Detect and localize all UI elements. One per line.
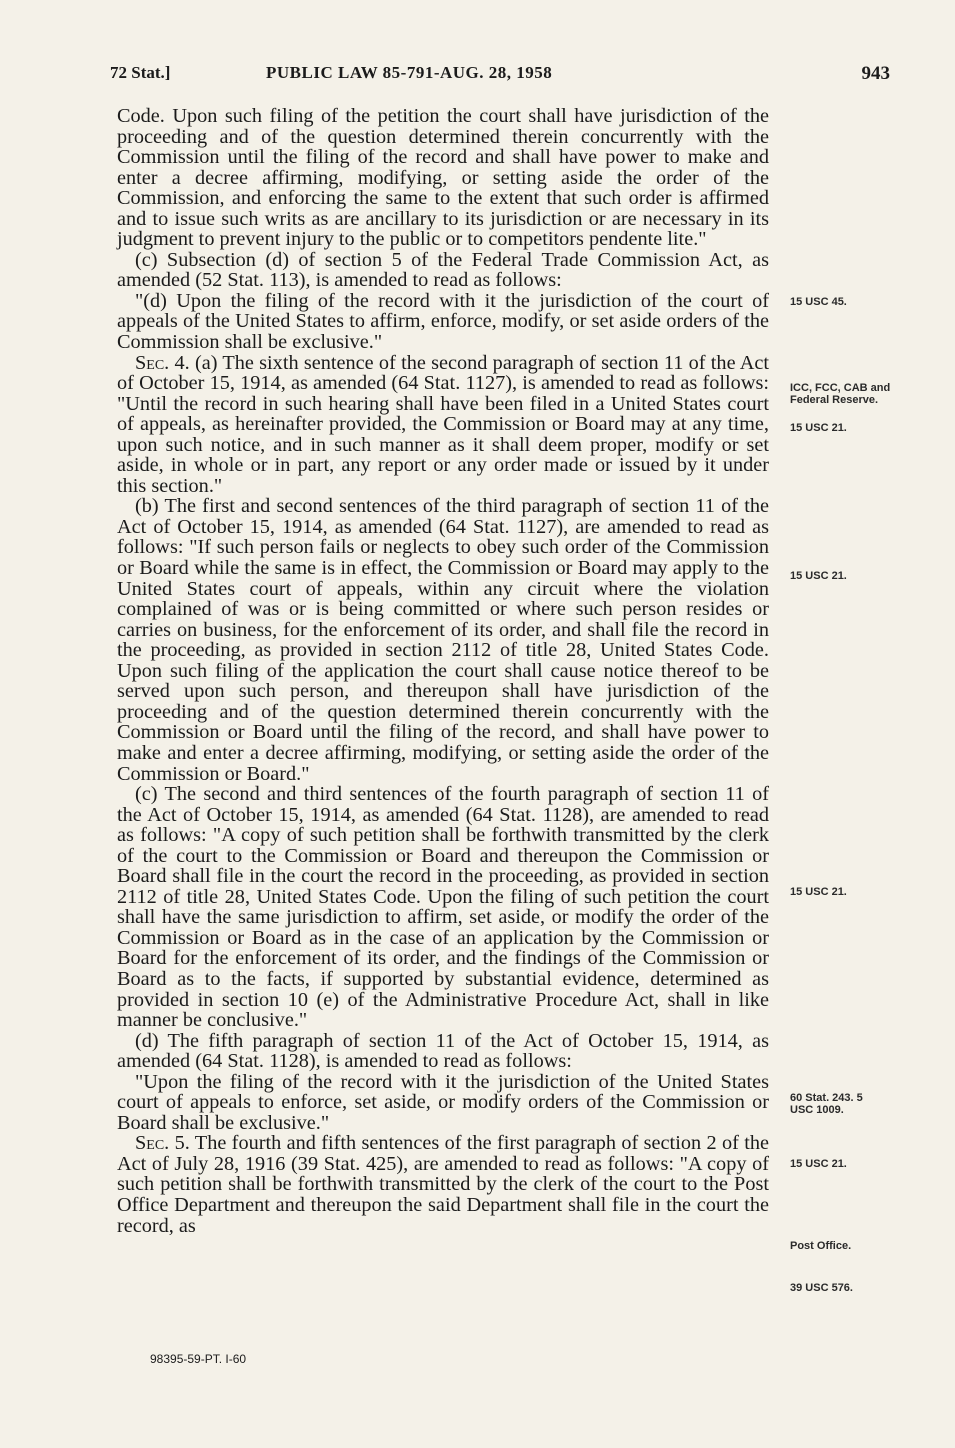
paragraph: Code. Upon such filing of the petition the court shall have jurisdiction of the proceeding and of the question determined therein concurrently with the Commission until the filing of the record and shall have power to make and enter a decree affirming, modifying, or setting aside the order of the Commission, and enforcing the same to the extent that such order is affirmed and to issue such writs as are ancillary to its jurisdiction or are necessary in its judgment to prevent injury to the public or to competitors pendente lite." [117,105,769,251]
margin-note: 39 USC 576. [790,1282,853,1294]
section-label: Sec. 4. [135,351,190,374]
print-code: 98395-59-PT. I-60 [150,1352,247,1366]
body-text [117,106,769,1236]
margin-note: Post Office. [790,1240,852,1252]
margin-note: ICC, FCC, CAB and Federal Reserve. [790,382,891,406]
margin-note: 15 USC 21. [790,422,847,434]
paragraph: Sec. 5. The fourth and fifth sentences of the first paragraph of section 2 of the Act of July 28, 1916 (39 Stat. 425), are amended to read as follows: "A copy of such petition shall be forthwith transmitted by the clerk of the court to the Post Office Department and thereupon the said Department shall file in the court the record, as [117,1132,769,1237]
paragraph: "(d) Upon the filing of the record with it the jurisdiction of the court of appeals of the United States to affirm, enforce, modify, or set aside orders of the Commission shall be exclusive." [117,289,769,354]
margin-note: 15 USC 21. [790,570,847,582]
margin-note: 15 USC 21. [790,1158,847,1170]
volume-label: 72 Stat.] [110,63,171,82]
running-title: PUBLIC LAW 85-791-AUG. 28, 1958 [266,63,553,82]
margin-note: 15 USC 21. [790,886,847,898]
page-header [110,63,890,89]
paragraph: (b) The first and second sentences of the third paragraph of section 11 of the Act of October 15, 1914, as amended (64 Stat. 1127), are amended to read as follows: "If such person fails or neglects to obey such order of the Commission or Board while the same is in effect, the Commission or Board may apply to the United States court of appeals, within any circuit where the violation complained of was or is being committed or where such person resides or carries on business, for the enforcement of its order, and shall file the record in the proceeding, as provided in section 2112 of title 28, United States Code. Upon such filing of the application the court shall cause notice thereof to be served upon such person, and thereupon shall have jurisdiction of the proceeding and of the question determined therein concurrently with the Commission or Board until the filing of the record, and shall have power to make and enter a decree affirming, modifying, or setting aside the order of the Commission or Board." [117,495,769,785]
paragraph: (d) The fifth paragraph of section 11 of the Act of October 15, 1914, as amended (64 Stat. 1128), is amended to read as follows: [117,1029,769,1073]
paragraph: "Upon the filing of the record with it the jurisdiction of the United States court of appeals to enforce, set aside, or modify orders of the Commission or Board shall be exclusive." [117,1070,769,1134]
paragraph: Sec. 4. (a) The sixth sentence of the second paragraph of section 11 of the Act of October 15, 1914, as amended (64 Stat. 1127), is amended to read as follows: "Until the record in such hearing shall have been filed in a United States court of appeals, as hereinafter provided, the Commission or Board may at any time, upon such notice, and in such manner as it shall deem proper, modify or set aside, in whole or in part, any report or any order made or issued by it under this section." [117,351,769,497]
section-label: Sec. 5. [135,1132,190,1155]
margin-note: 15 USC 45. [790,296,847,308]
margin-note: 60 Stat. 243. 5 USC 1009. [790,1092,863,1116]
paragraph: (c) Subsection (d) of section 5 of the Federal Trade Commission Act, as amended (52 Stat. 113), is amended to read as follows: [117,248,769,292]
paragraph: (c) The second and third sentences of the fourth paragraph of section 11 of the Act of October 15, 1914, as amended (64 Stat. 1128), are amended to read as follows: "A copy of such petition shall be forthwith transmitted by the clerk of the court to the Commission or Board and thereupon the Commission or Board shall file in the court the record in the proceeding, as provided in section 2112 of title 28, United States Code. Upon the filing of such petition the court shall have the same jurisdiction to affirm, set aside, or modify the order of the Commission or Board as in the case of an application by the Commission or Board for the enforcement of its order, and the findings of the Commission or Board as to the facts, if supported by substantial evidence, determined as provided in section 10 (e) of the Administrative Procedure Act, shall in like manner be conclusive." [117,783,769,1032]
page-number: 943 [861,63,890,84]
